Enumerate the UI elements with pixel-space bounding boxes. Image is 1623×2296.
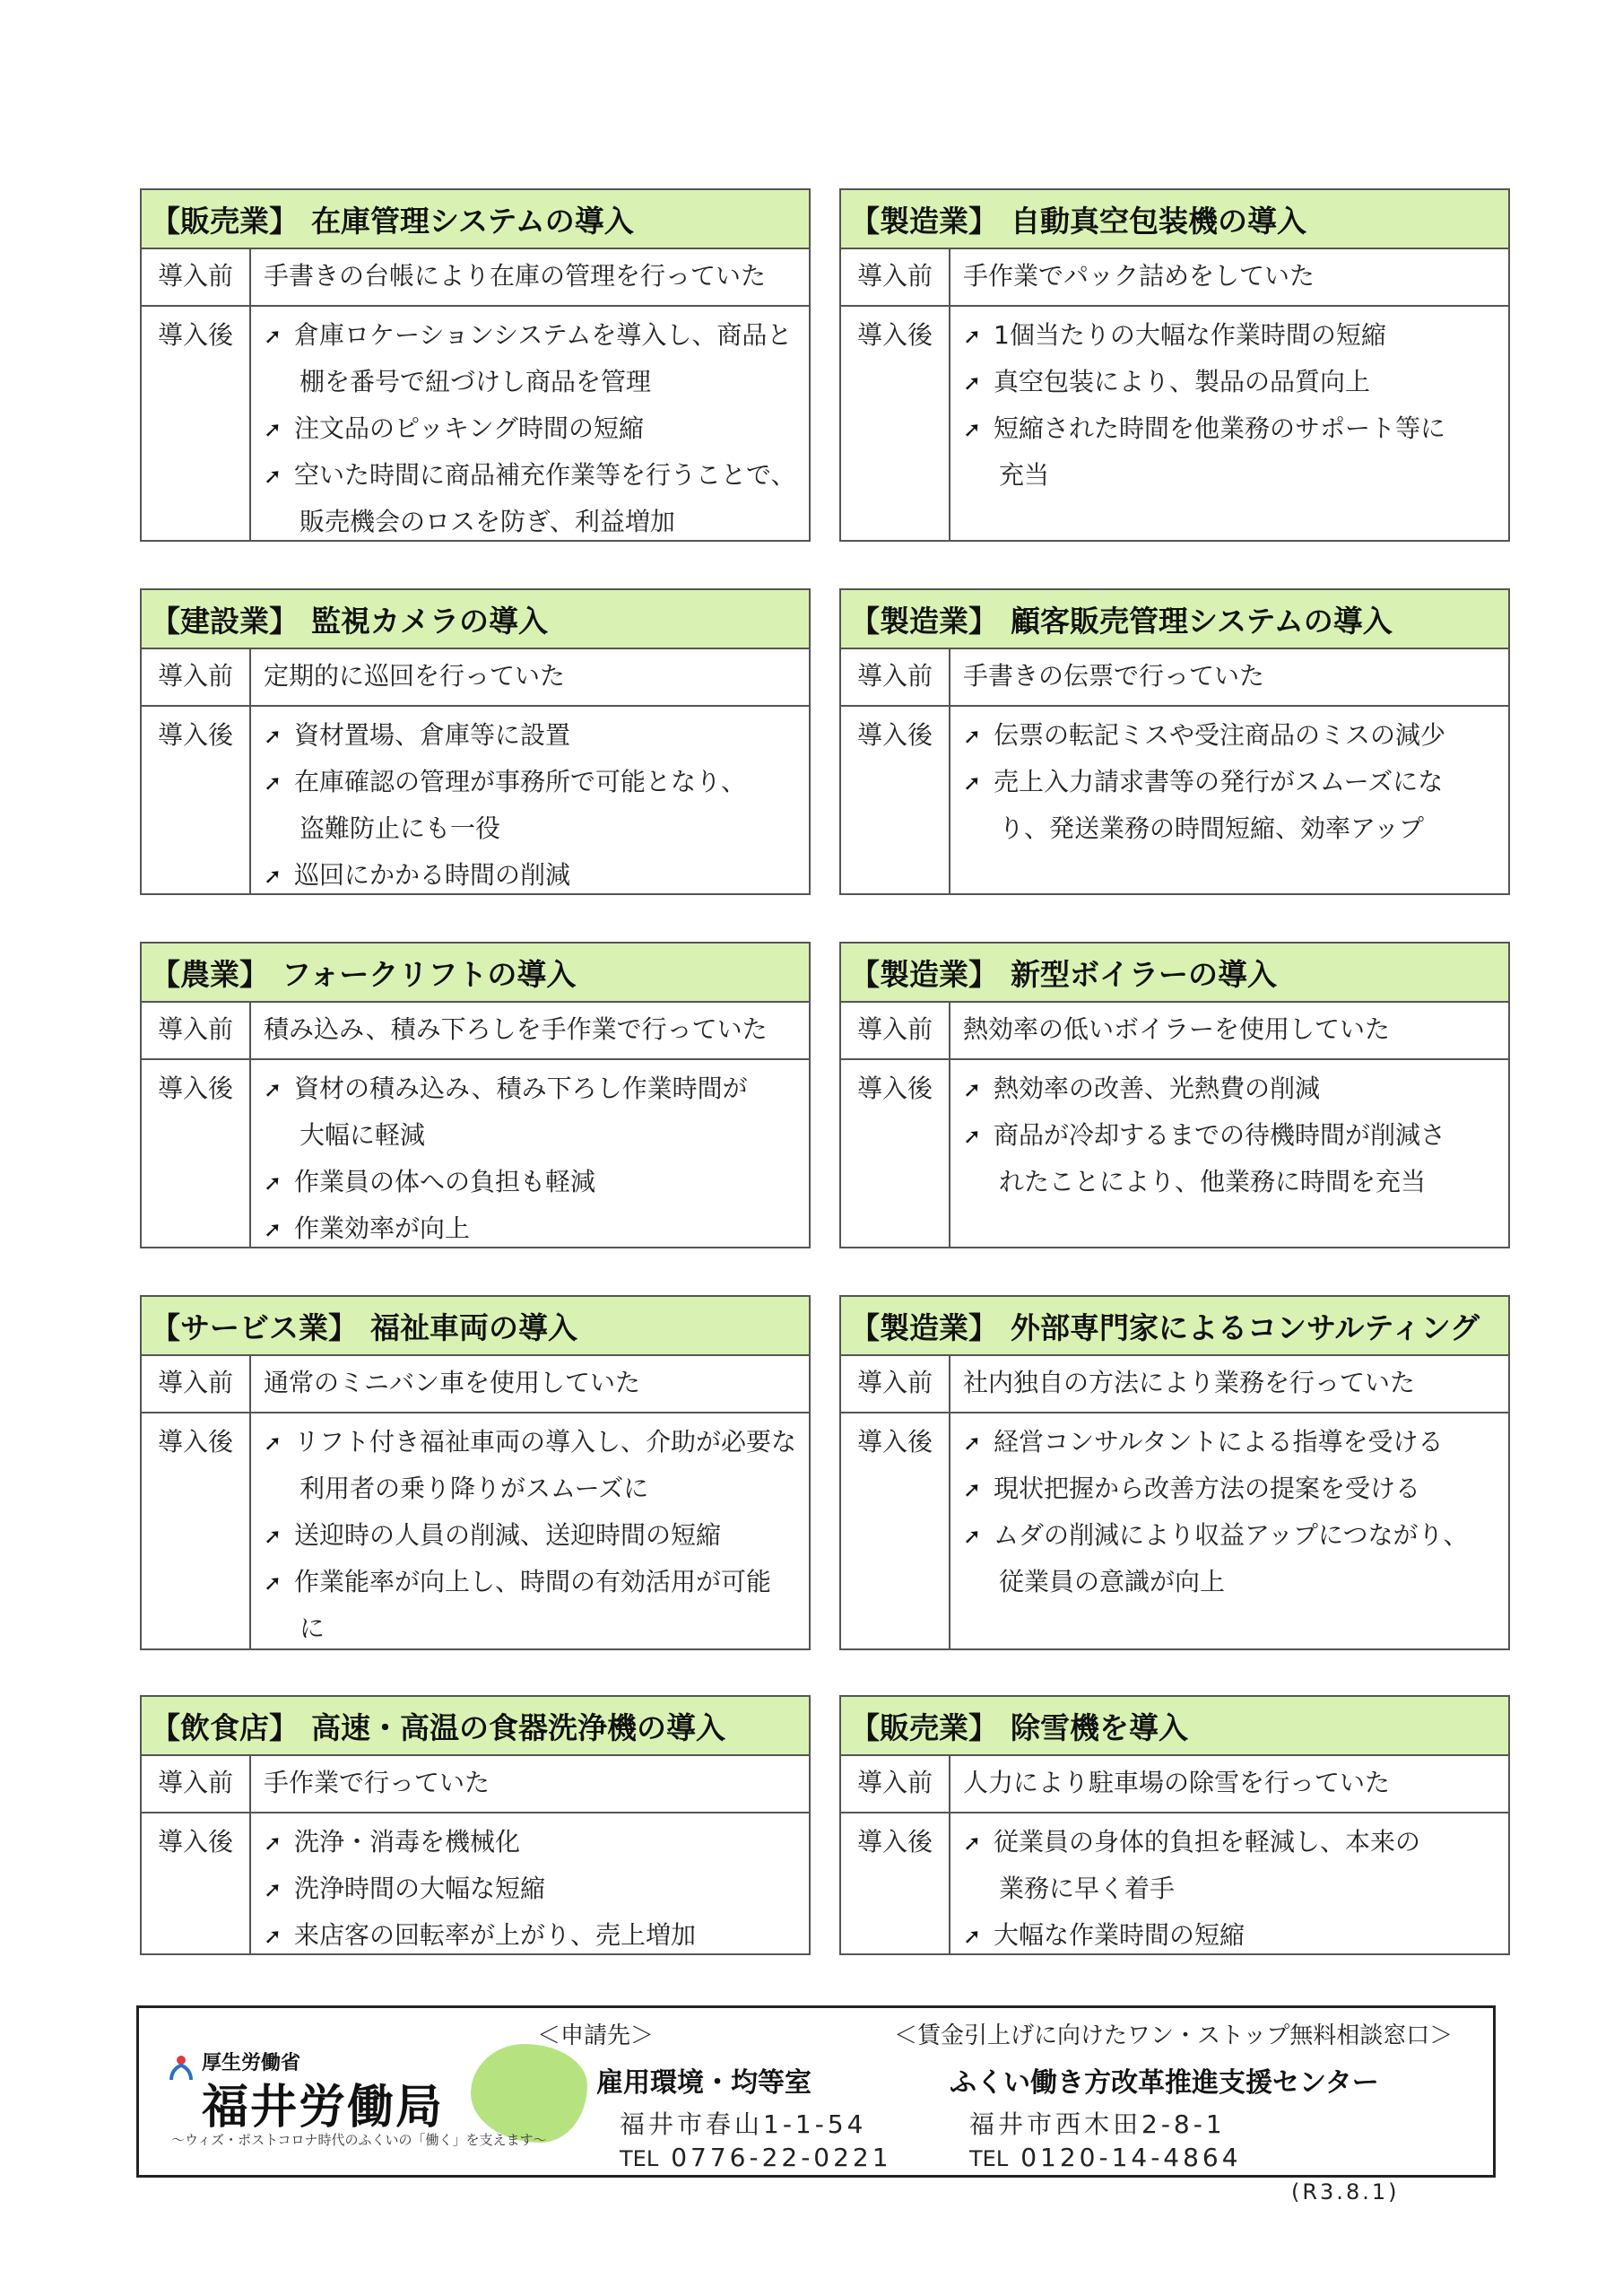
before-text: 人力により駐車場の除雪を行っていた	[963, 1768, 1391, 1797]
after-item	[963, 712, 1503, 759]
arrow-up-right-icon: ➚	[264, 1217, 282, 1242]
before-text: 積み込み、積み下ろしを手作業で行っていた	[264, 1014, 768, 1044]
after-item-text: 1個当たりの大幅な作業時間の短縮	[994, 320, 1386, 350]
arrow-up-right-icon: ➚	[963, 1477, 982, 1502]
before-text: 手作業でパック詰めをしていた	[963, 261, 1315, 291]
card-category: 【農業】	[151, 956, 269, 992]
after-row	[841, 1413, 1508, 1648]
arrow-up-right-icon: ➚	[264, 770, 282, 796]
after-item-text: 利用者の乗り降りがスムーズに	[299, 1474, 649, 1503]
case-card	[839, 942, 1510, 1248]
after-item	[963, 452, 1503, 499]
arrow-up-right-icon: ➚	[963, 1124, 982, 1149]
after-item	[264, 712, 803, 759]
after-item	[963, 805, 1503, 852]
after-item-text: 洗浄・消毒を機械化	[294, 1827, 521, 1857]
after-label: 導入後	[841, 307, 950, 540]
after-row	[142, 1413, 809, 1648]
after-item	[264, 1205, 803, 1252]
before-row	[142, 1003, 809, 1060]
card-title	[142, 190, 809, 249]
after-item-text: 倉庫ロケーションシステムを導入し、商品と	[294, 320, 793, 350]
card-title-text: 監視カメラの導入	[311, 603, 548, 639]
after-item-text: 業務に早く着手	[999, 1874, 1176, 1903]
after-item-text: 盗難防止にも一役	[299, 813, 501, 843]
after-item	[963, 1512, 1503, 1559]
card-title-text: 在庫管理システムの導入	[311, 203, 634, 239]
before-label: 導入前	[841, 649, 950, 705]
after-item	[264, 1559, 803, 1605]
fukui-labor-bureau-logo	[166, 2039, 686, 2164]
before-text: 熱効率の低いボイラーを使用していた	[963, 1014, 1391, 1044]
card-title-text: 福祉車両の導入	[370, 1309, 577, 1345]
card-title-text: 自動真空包装機の導入	[1011, 203, 1306, 239]
arrow-up-right-icon: ➚	[963, 724, 982, 749]
before-row	[841, 1003, 1508, 1060]
arrow-up-right-icon: ➚	[264, 1170, 282, 1196]
ministry-emblem-icon	[168, 2053, 195, 2083]
after-list	[950, 1060, 1508, 1247]
after-list	[950, 1813, 1508, 1953]
case-card	[839, 1695, 1510, 1955]
arrow-up-right-icon: ➚	[264, 1924, 282, 1949]
before-label: 導入前	[142, 1356, 251, 1412]
card-title	[841, 1697, 1508, 1756]
card-title-text: 顧客販売管理システムの導入	[1011, 603, 1393, 639]
before-label: 導入前	[841, 249, 950, 305]
after-item	[963, 1419, 1503, 1465]
after-item-text: 洗浄時間の大幅な短縮	[294, 1874, 546, 1903]
after-item-text: 従業員の意識が向上	[999, 1567, 1226, 1596]
fukui-map-shape	[471, 2044, 587, 2143]
arrow-up-right-icon: ➚	[963, 1524, 982, 1549]
consult-header: ＜賃金引上げに向けたワン・ストップ無料相談窓口＞	[894, 2022, 1454, 2049]
before-label: 導入前	[841, 1003, 950, 1058]
card-title	[841, 590, 1508, 649]
after-item	[264, 805, 803, 852]
before-row	[142, 1356, 809, 1413]
after-item-text: 来店客の回転率が上がり、売上増加	[294, 1920, 697, 1950]
contact-footer	[136, 2005, 1496, 2178]
after-label: 導入後	[841, 707, 950, 893]
after-item	[963, 405, 1503, 452]
arrow-up-right-icon: ➚	[264, 1831, 282, 1856]
before-label: 導入前	[841, 1756, 950, 1812]
after-row	[841, 307, 1508, 540]
after-item-text: り、発送業務の時間短縮、効率アップ	[999, 813, 1425, 843]
arrow-up-right-icon: ➚	[963, 1831, 982, 1856]
arrow-up-right-icon: ➚	[264, 724, 282, 749]
case-card	[140, 1295, 811, 1650]
card-category: 【販売業】	[151, 203, 299, 239]
after-label: 導入後	[142, 1813, 251, 1953]
after-item	[963, 359, 1503, 405]
after-item-text: 販売機会のロスを防ぎ、利益増加	[299, 507, 675, 536]
card-category: 【製造業】	[850, 203, 998, 239]
after-item	[963, 1465, 1503, 1512]
arrow-up-right-icon: ➚	[264, 1524, 282, 1549]
after-row	[142, 707, 809, 893]
arrow-up-right-icon: ➚	[264, 1431, 282, 1456]
after-item-text: 作業能率が向上し、時間の有効活用が可能	[294, 1567, 772, 1596]
before-row	[841, 649, 1508, 707]
after-item	[264, 1912, 803, 1959]
card-title	[142, 590, 809, 649]
card-category: 【サービス業】	[151, 1309, 358, 1345]
arrow-up-right-icon: ➚	[963, 1924, 982, 1949]
after-item	[264, 1605, 803, 1652]
after-item	[264, 1465, 803, 1512]
office2-tel	[969, 2143, 1242, 2172]
after-label: 導入後	[841, 1060, 950, 1247]
after-label: 導入後	[142, 307, 251, 540]
after-item-text: 棚を番号で紐づけし商品を管理	[299, 367, 652, 396]
before-text: 通常のミニバン車を使用していた	[264, 1368, 641, 1397]
before-text: 定期的に巡回を行っていた	[264, 661, 566, 691]
logo-tagline: ～ウィズ・ポストコロナ時代のふくいの「働く」を支えます～	[171, 2132, 547, 2148]
after-item	[264, 1112, 803, 1159]
after-item-text: 商品が冷却するまでの待機時間が削減さ	[994, 1120, 1446, 1150]
after-item-text: れたことにより、他業務に時間を充当	[999, 1167, 1427, 1196]
after-list	[251, 307, 809, 540]
card-title	[142, 1297, 809, 1356]
after-item	[264, 499, 803, 545]
after-item-text: 空いた時間に商品補充作業等を行うことで、	[294, 460, 796, 490]
case-card	[140, 188, 811, 542]
card-title	[841, 190, 1508, 249]
office1-tel	[620, 2143, 892, 2172]
after-item	[963, 759, 1503, 805]
version-note: (R3.8.1)	[1291, 2179, 1400, 2205]
after-item-text: ムダの削減により収益アップにつながり、	[994, 1520, 1469, 1550]
card-category: 【製造業】	[850, 603, 998, 639]
case-card	[140, 942, 811, 1248]
after-item-text: 大幅な作業時間の短縮	[994, 1920, 1245, 1950]
after-row	[142, 1813, 809, 1953]
arrow-up-right-icon: ➚	[264, 864, 282, 889]
card-title-text: 除雪機を導入	[1011, 1709, 1188, 1745]
after-item-text: に	[299, 1613, 325, 1643]
before-row	[841, 1356, 1508, 1413]
after-item-text: 短縮された時間を他業務のサポート等に	[994, 413, 1446, 443]
card-category: 【建設業】	[151, 603, 299, 639]
after-item-text: 作業効率が向上	[294, 1213, 471, 1243]
card-title-text: 新型ボイラーの導入	[1011, 956, 1277, 992]
card-category: 【飲食店】	[151, 1709, 299, 1745]
before-label: 導入前	[142, 249, 251, 305]
after-item	[264, 852, 803, 899]
before-text: 手書きの伝票で行っていた	[963, 661, 1265, 691]
before-row	[142, 249, 809, 307]
card-title-text: フォークリフトの導入	[282, 956, 577, 992]
after-item-text: 従業員の身体的負担を軽減し、本来の	[994, 1827, 1421, 1857]
card-title-text: 高速・高温の食器洗浄機の導入	[311, 1709, 725, 1745]
after-row	[142, 1060, 809, 1247]
before-row	[841, 1756, 1508, 1813]
card-title	[142, 1697, 809, 1756]
after-item-text: 在庫確認の管理が事務所で可能となり、	[294, 767, 747, 796]
arrow-up-right-icon: ➚	[963, 1431, 982, 1456]
arrow-up-right-icon: ➚	[264, 1877, 282, 1902]
after-item	[963, 1819, 1503, 1866]
after-item	[963, 1866, 1503, 1912]
after-item	[963, 1559, 1503, 1605]
after-list	[251, 1060, 809, 1247]
card-title	[841, 1297, 1508, 1356]
case-card	[839, 1295, 1510, 1650]
after-item	[264, 1419, 803, 1465]
case-card	[839, 188, 1510, 542]
tel-label: TEL	[969, 2146, 1009, 2171]
after-list	[251, 707, 809, 893]
after-list	[950, 307, 1508, 540]
after-item-text: 資材の積み込み、積み下ろし作業時間が	[294, 1074, 748, 1103]
after-item-text: 大幅に軽減	[299, 1120, 426, 1150]
arrow-up-right-icon: ➚	[963, 370, 982, 396]
arrow-up-right-icon: ➚	[264, 1570, 282, 1596]
office2-tel-number: 0120-14-4864	[1020, 2143, 1242, 2172]
office1-address: 福井市春山1-1-54	[620, 2109, 867, 2139]
before-label: 導入前	[142, 649, 251, 705]
card-title-text: 外部専門家によるコンサルティング	[1011, 1309, 1480, 1345]
before-text: 社内独自の方法により業務を行っていた	[963, 1368, 1416, 1397]
after-item	[963, 1912, 1503, 1959]
office2-address: 福井市西木田2-8-1	[969, 2109, 1226, 2139]
after-item-text: 熱効率の改善、光熱費の削減	[994, 1074, 1321, 1103]
arrow-up-right-icon: ➚	[963, 324, 982, 349]
after-item	[264, 1866, 803, 1912]
after-item	[264, 1512, 803, 1559]
before-row	[142, 1756, 809, 1813]
logo-bureau-name: 福井労働局	[202, 2081, 445, 2135]
after-item-text: 売上入力請求書等の発行がスムーズにな	[994, 767, 1444, 796]
case-card	[839, 588, 1510, 895]
after-label: 導入後	[142, 1413, 251, 1648]
after-list	[950, 707, 1508, 893]
after-label: 導入後	[142, 1060, 251, 1247]
office1-name: 雇用環境・均等室	[596, 2067, 812, 2099]
after-item	[264, 1159, 803, 1205]
card-title	[142, 944, 809, 1003]
after-item-text: 送迎時の人員の削減、送迎時間の短縮	[294, 1520, 722, 1550]
card-category: 【販売業】	[850, 1709, 998, 1745]
before-row	[841, 249, 1508, 307]
before-text: 手作業で行っていた	[264, 1768, 490, 1797]
before-label: 導入前	[142, 1003, 251, 1058]
arrow-up-right-icon: ➚	[963, 1077, 982, 1102]
after-item-text: 充当	[999, 460, 1050, 490]
office1-tel-number: 0776-22-0221	[671, 2143, 892, 2172]
tel-label: TEL	[620, 2146, 659, 2171]
arrow-up-right-icon: ➚	[963, 417, 982, 442]
arrow-up-right-icon: ➚	[264, 417, 282, 442]
after-item	[963, 1065, 1503, 1112]
arrow-up-right-icon: ➚	[264, 1077, 282, 1102]
logo-ministry-text: 厚生労働省	[202, 2052, 301, 2074]
after-item-text: 資材置場、倉庫等に設置	[294, 720, 571, 750]
after-item	[963, 1112, 1503, 1159]
after-item-text: 経営コンサルタントによる指導を受ける	[994, 1427, 1444, 1457]
after-item	[264, 405, 803, 452]
after-list	[251, 1413, 809, 1648]
after-item-text: 真空包装により、製品の品質向上	[994, 367, 1371, 396]
after-item	[264, 759, 803, 805]
after-item	[963, 1159, 1503, 1205]
after-item-text: 現状把握から改善方法の提案を受ける	[994, 1474, 1421, 1503]
after-list	[251, 1813, 809, 1953]
arrow-up-right-icon: ➚	[264, 464, 282, 489]
after-row	[142, 307, 809, 540]
apply-header: ＜申請先＞	[537, 2022, 655, 2049]
before-row	[142, 649, 809, 707]
card-category: 【製造業】	[850, 1309, 998, 1345]
after-item	[264, 359, 803, 405]
card-category: 【製造業】	[850, 956, 998, 992]
after-item	[264, 312, 803, 359]
office2-name: ふくい働き方改革推進支援センター	[950, 2067, 1379, 2099]
after-label: 導入後	[841, 1813, 950, 1953]
after-item	[264, 1065, 803, 1112]
after-row	[841, 1060, 1508, 1247]
arrow-up-right-icon: ➚	[264, 324, 282, 349]
after-row	[841, 1813, 1508, 1953]
arrow-up-right-icon: ➚	[963, 770, 982, 796]
after-item-text: 注文品のピッキング時間の短縮	[294, 413, 645, 443]
after-item-text: 巡回にかかる時間の削減	[294, 860, 571, 890]
after-label: 導入後	[142, 707, 251, 893]
before-text: 手書きの台帳により在庫の管理を行っていた	[264, 261, 767, 291]
after-item	[264, 1819, 803, 1866]
after-item	[264, 452, 803, 499]
after-row	[841, 707, 1508, 893]
case-card	[140, 1695, 811, 1955]
case-card	[140, 588, 811, 895]
after-item-text: リフト付き福祉車両の導入し、介助が必要な	[294, 1427, 797, 1457]
before-label: 導入前	[841, 1356, 950, 1412]
after-item-text: 作業員の体への負担も軽減	[294, 1167, 596, 1196]
before-label: 導入前	[142, 1756, 251, 1812]
after-list	[950, 1413, 1508, 1648]
card-title	[841, 944, 1508, 1003]
after-item-text: 伝票の転記ミスや受注商品のミスの減少	[994, 720, 1446, 750]
after-item	[963, 312, 1503, 359]
after-label: 導入後	[841, 1413, 950, 1648]
